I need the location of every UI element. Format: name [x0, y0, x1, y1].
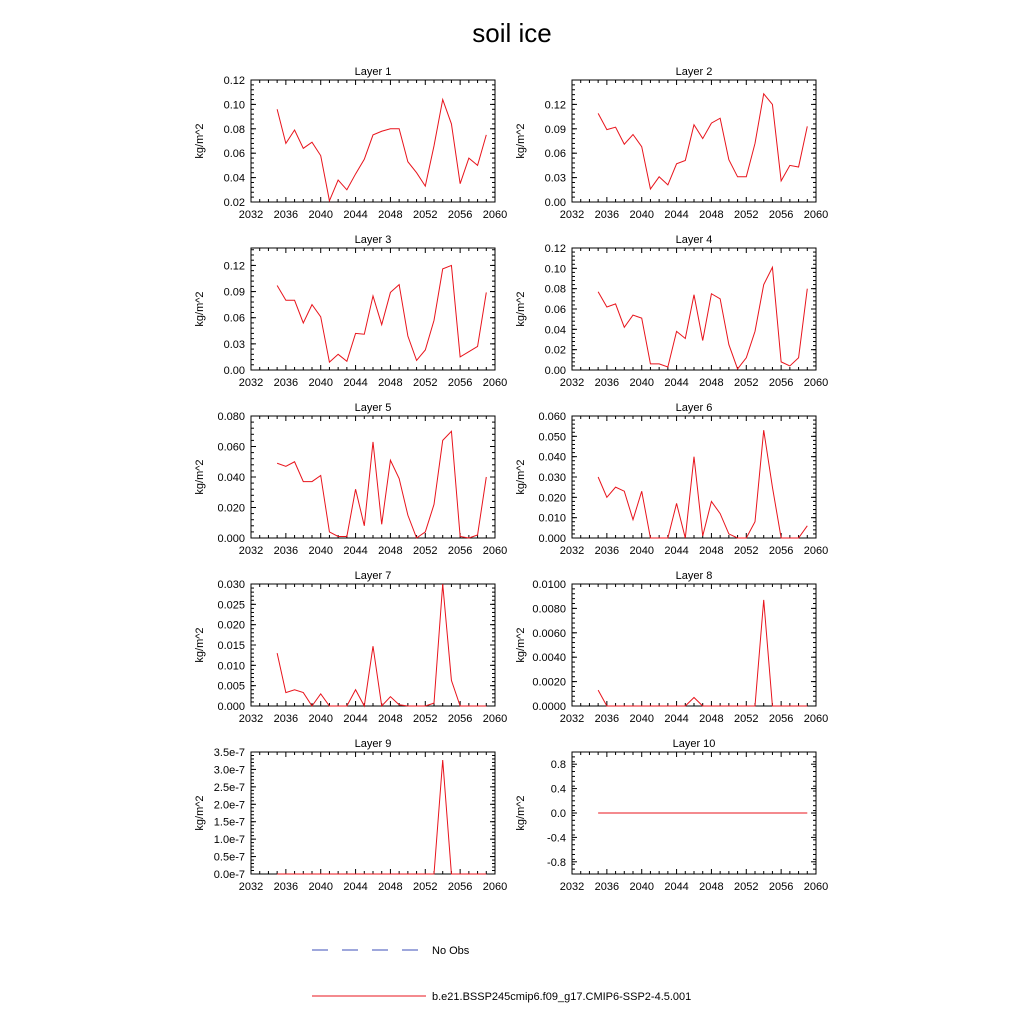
- series-line: [598, 94, 807, 189]
- y-tick-label: 0.06: [544, 304, 566, 316]
- panel-layer-3: [194, 234, 507, 389]
- y-tick-label: 0.4: [550, 783, 566, 796]
- x-tick-label: 2032: [238, 881, 264, 893]
- plot-frame: [572, 584, 816, 706]
- y-axis-label: kg/m^2: [515, 627, 527, 663]
- y-tick-label: 0.09: [223, 286, 245, 299]
- panel-layer-2: [515, 66, 828, 221]
- x-tick-label: 2040: [629, 209, 654, 221]
- y-tick-label: 0.03: [223, 338, 245, 351]
- x-tick-label: 2056: [447, 377, 473, 389]
- y-axis-label: kg/m^2: [194, 291, 206, 327]
- x-tick-label: 2056: [768, 881, 794, 893]
- x-tick-label: 2052: [734, 881, 759, 893]
- x-tick-label: 2040: [308, 377, 333, 389]
- x-tick-label: 2044: [343, 209, 368, 221]
- y-tick-label: 0.0020: [532, 676, 566, 689]
- y-tick-label: 0.04: [223, 172, 245, 185]
- panel-title: Layer 1: [354, 66, 392, 78]
- series-line: [277, 100, 486, 201]
- panel-layer-6: [515, 402, 828, 557]
- x-tick-label: 2060: [803, 713, 829, 725]
- y-tick-label: -0.8: [547, 856, 566, 869]
- y-axis-label: kg/m^2: [515, 459, 527, 495]
- x-tick-label: 2036: [594, 881, 620, 893]
- y-tick-label: 2.5e-7: [213, 781, 245, 794]
- y-tick-label: 0.000: [538, 533, 566, 545]
- x-tick-label: 2048: [699, 713, 724, 725]
- panels: [194, 66, 828, 893]
- x-tick-label: 2036: [594, 209, 620, 221]
- x-tick-label: 2048: [699, 377, 724, 389]
- x-tick-label: 2052: [413, 713, 438, 725]
- x-tick-label: 2056: [768, 545, 794, 557]
- x-tick-label: 2032: [559, 377, 585, 389]
- x-tick-label: 2044: [343, 713, 368, 725]
- x-tick-label: 2048: [378, 713, 403, 725]
- y-tick-label: 0.020: [217, 619, 245, 632]
- y-tick-label: 3.5e-7: [213, 747, 245, 759]
- y-tick-label: 0.0e-7: [213, 869, 245, 881]
- plot-frame: [251, 248, 495, 370]
- panel-layer-10: [515, 738, 828, 893]
- x-tick-label: 2036: [273, 545, 299, 557]
- x-tick-label: 2036: [273, 209, 299, 221]
- y-tick-label: 0.12: [223, 75, 245, 87]
- y-axis-label: kg/m^2: [194, 627, 206, 663]
- y-tick-label: 0.03: [544, 172, 566, 185]
- y-tick-label: 0.5e-7: [213, 851, 245, 864]
- x-tick-label: 2048: [378, 377, 403, 389]
- figure-title: soil ice: [472, 18, 552, 48]
- y-tick-label: 0.10: [223, 99, 245, 112]
- x-tick-label: 2060: [482, 713, 508, 725]
- series-line: [277, 265, 486, 362]
- x-tick-label: 2040: [629, 881, 654, 893]
- x-tick-label: 2032: [238, 545, 264, 557]
- y-axis-label: kg/m^2: [194, 459, 206, 495]
- x-tick-label: 2040: [629, 545, 654, 557]
- x-tick-label: 2044: [343, 545, 368, 557]
- x-tick-label: 2060: [482, 209, 508, 221]
- x-tick-label: 2048: [699, 209, 724, 221]
- panel-layer-5: [194, 402, 507, 557]
- y-tick-label: 0.09: [544, 123, 566, 136]
- y-tick-label: 1.0e-7: [213, 834, 245, 847]
- y-tick-label: 0.030: [538, 472, 566, 484]
- x-tick-label: 2044: [664, 209, 689, 221]
- y-tick-label: 0.06: [223, 148, 245, 161]
- x-tick-label: 2040: [629, 377, 654, 389]
- panel-title: Layer 8: [675, 570, 713, 582]
- x-tick-label: 2060: [482, 881, 508, 893]
- y-tick-label: 0.0: [550, 808, 566, 820]
- x-tick-label: 2040: [308, 545, 333, 557]
- y-tick-label: 0.000: [217, 701, 245, 713]
- y-tick-label: 0.00: [223, 365, 245, 377]
- x-tick-label: 2060: [803, 881, 829, 893]
- x-tick-label: 2056: [768, 377, 794, 389]
- x-tick-label: 2032: [559, 545, 585, 557]
- y-tick-label: 0.0000: [532, 701, 566, 713]
- x-tick-label: 2056: [768, 209, 794, 221]
- x-tick-label: 2036: [594, 713, 620, 725]
- y-tick-label: 0.015: [217, 640, 245, 652]
- y-tick-label: 0.060: [217, 441, 245, 454]
- y-tick-label: 0.010: [538, 512, 566, 525]
- y-tick-label: 0.025: [217, 599, 245, 612]
- panel-layer-1: [194, 66, 507, 221]
- x-tick-label: 2060: [803, 377, 829, 389]
- plot-frame: [572, 80, 816, 202]
- x-tick-label: 2044: [664, 881, 689, 893]
- y-tick-label: 0.0060: [532, 627, 566, 640]
- x-tick-label: 2060: [803, 209, 829, 221]
- panel-title: Layer 2: [675, 66, 713, 78]
- x-tick-label: 2052: [413, 545, 438, 557]
- y-tick-label: 0.12: [544, 99, 566, 112]
- plot-frame: [572, 248, 816, 370]
- panel-title: Layer 5: [354, 402, 392, 414]
- x-tick-label: 2048: [699, 881, 724, 893]
- y-axis-label: kg/m^2: [515, 291, 527, 327]
- x-tick-label: 2052: [734, 545, 759, 557]
- x-tick-label: 2032: [238, 377, 264, 389]
- y-tick-label: 0.02: [223, 197, 245, 209]
- y-tick-label: 0.040: [217, 472, 245, 484]
- panel-title: Layer 10: [672, 738, 716, 750]
- x-tick-label: 2060: [803, 545, 829, 557]
- x-tick-label: 2032: [238, 713, 264, 725]
- y-axis-label: kg/m^2: [515, 795, 527, 831]
- x-tick-label: 2044: [664, 713, 689, 725]
- panel-layer-7: [194, 570, 507, 725]
- panel-title: Layer 6: [675, 402, 713, 414]
- panel-title: Layer 9: [354, 738, 392, 750]
- y-tick-label: 0.00: [544, 197, 566, 209]
- y-tick-label: 0.06: [223, 312, 245, 325]
- y-tick-label: 1.5e-7: [213, 816, 245, 829]
- y-tick-label: 0.0040: [532, 652, 566, 665]
- y-tick-label: 0.04: [544, 324, 566, 337]
- series-line: [598, 600, 807, 706]
- x-tick-label: 2056: [447, 209, 473, 221]
- x-tick-label: 2052: [734, 209, 759, 221]
- x-tick-label: 2036: [273, 713, 299, 725]
- series-line: [277, 584, 486, 706]
- x-tick-label: 2060: [482, 377, 508, 389]
- x-tick-label: 2040: [308, 713, 333, 725]
- x-tick-label: 2052: [734, 713, 759, 725]
- x-tick-label: 2032: [238, 209, 264, 221]
- y-tick-label: 0.020: [538, 492, 566, 505]
- x-tick-label: 2036: [594, 545, 620, 557]
- y-tick-label: 0.0080: [532, 603, 566, 616]
- x-tick-label: 2032: [559, 881, 585, 893]
- y-tick-label: 3.0e-7: [213, 764, 245, 777]
- x-tick-label: 2036: [273, 377, 299, 389]
- y-tick-label: 0.8: [550, 759, 566, 772]
- x-tick-label: 2040: [629, 713, 654, 725]
- x-tick-label: 2048: [699, 545, 724, 557]
- series-line: [277, 760, 486, 874]
- x-tick-label: 2040: [308, 209, 333, 221]
- y-tick-label: 0.010: [217, 660, 245, 673]
- y-tick-label: 0.12: [544, 243, 566, 255]
- x-tick-label: 2044: [664, 545, 689, 557]
- x-tick-label: 2036: [273, 881, 299, 893]
- y-tick-label: 0.060: [538, 411, 566, 423]
- legend-model-label: b.e21.BSSP245cmip6.f09_g17.CMIP6-SSP2-4.5.001: [432, 991, 692, 1003]
- x-tick-label: 2056: [447, 881, 473, 893]
- panel-layer-4: [515, 234, 828, 389]
- y-tick-label: 0.080: [217, 411, 245, 423]
- x-tick-label: 2036: [594, 377, 620, 389]
- x-tick-label: 2032: [559, 209, 585, 221]
- x-tick-label: 2048: [378, 545, 403, 557]
- y-tick-label: 0.00: [544, 365, 566, 377]
- y-tick-label: 0.0100: [532, 579, 566, 591]
- x-tick-label: 2032: [559, 713, 585, 725]
- panel-title: Layer 3: [354, 234, 392, 246]
- legend-obs-label: No Obs: [432, 945, 470, 957]
- y-tick-label: 0.050: [538, 431, 566, 444]
- x-tick-label: 2048: [378, 209, 403, 221]
- y-tick-label: 2.0e-7: [213, 799, 245, 812]
- x-tick-label: 2052: [413, 377, 438, 389]
- y-tick-label: 0.08: [544, 283, 566, 296]
- y-tick-label: 0.06: [544, 148, 566, 161]
- y-tick-label: 0.005: [217, 680, 245, 693]
- x-tick-label: 2056: [447, 545, 473, 557]
- y-tick-label: 0.10: [544, 263, 566, 276]
- y-tick-label: 0.020: [217, 502, 245, 515]
- y-axis-label: kg/m^2: [515, 123, 527, 159]
- x-tick-label: 2052: [734, 377, 759, 389]
- x-tick-label: 2040: [308, 881, 333, 893]
- series-line: [598, 430, 807, 538]
- panel-title: Layer 7: [354, 570, 392, 582]
- plot-frame: [251, 752, 495, 874]
- x-tick-label: 2056: [447, 713, 473, 725]
- y-axis-label: kg/m^2: [194, 795, 206, 831]
- y-tick-label: 0.08: [223, 123, 245, 136]
- x-tick-label: 2044: [664, 377, 689, 389]
- y-axis-label: kg/m^2: [194, 123, 206, 159]
- series-line: [598, 267, 807, 369]
- y-tick-label: 0.12: [223, 260, 245, 273]
- x-tick-label: 2048: [378, 881, 403, 893]
- y-tick-label: 0.000: [217, 533, 245, 545]
- series-line: [277, 431, 486, 538]
- legend: [312, 945, 691, 1003]
- panel-layer-8: [515, 570, 828, 725]
- panel-title: Layer 4: [675, 234, 713, 246]
- x-tick-label: 2044: [343, 377, 368, 389]
- y-tick-label: 0.02: [544, 344, 566, 357]
- x-tick-label: 2052: [413, 881, 438, 893]
- x-tick-label: 2044: [343, 881, 368, 893]
- plot-frame: [572, 416, 816, 538]
- x-tick-label: 2056: [768, 713, 794, 725]
- x-tick-label: 2052: [413, 209, 438, 221]
- plot-frame: [251, 584, 495, 706]
- y-tick-label: 0.030: [217, 579, 245, 591]
- y-tick-label: -0.4: [547, 832, 566, 845]
- y-tick-label: 0.040: [538, 451, 566, 464]
- x-tick-label: 2060: [482, 545, 508, 557]
- panel-layer-9: [194, 738, 507, 893]
